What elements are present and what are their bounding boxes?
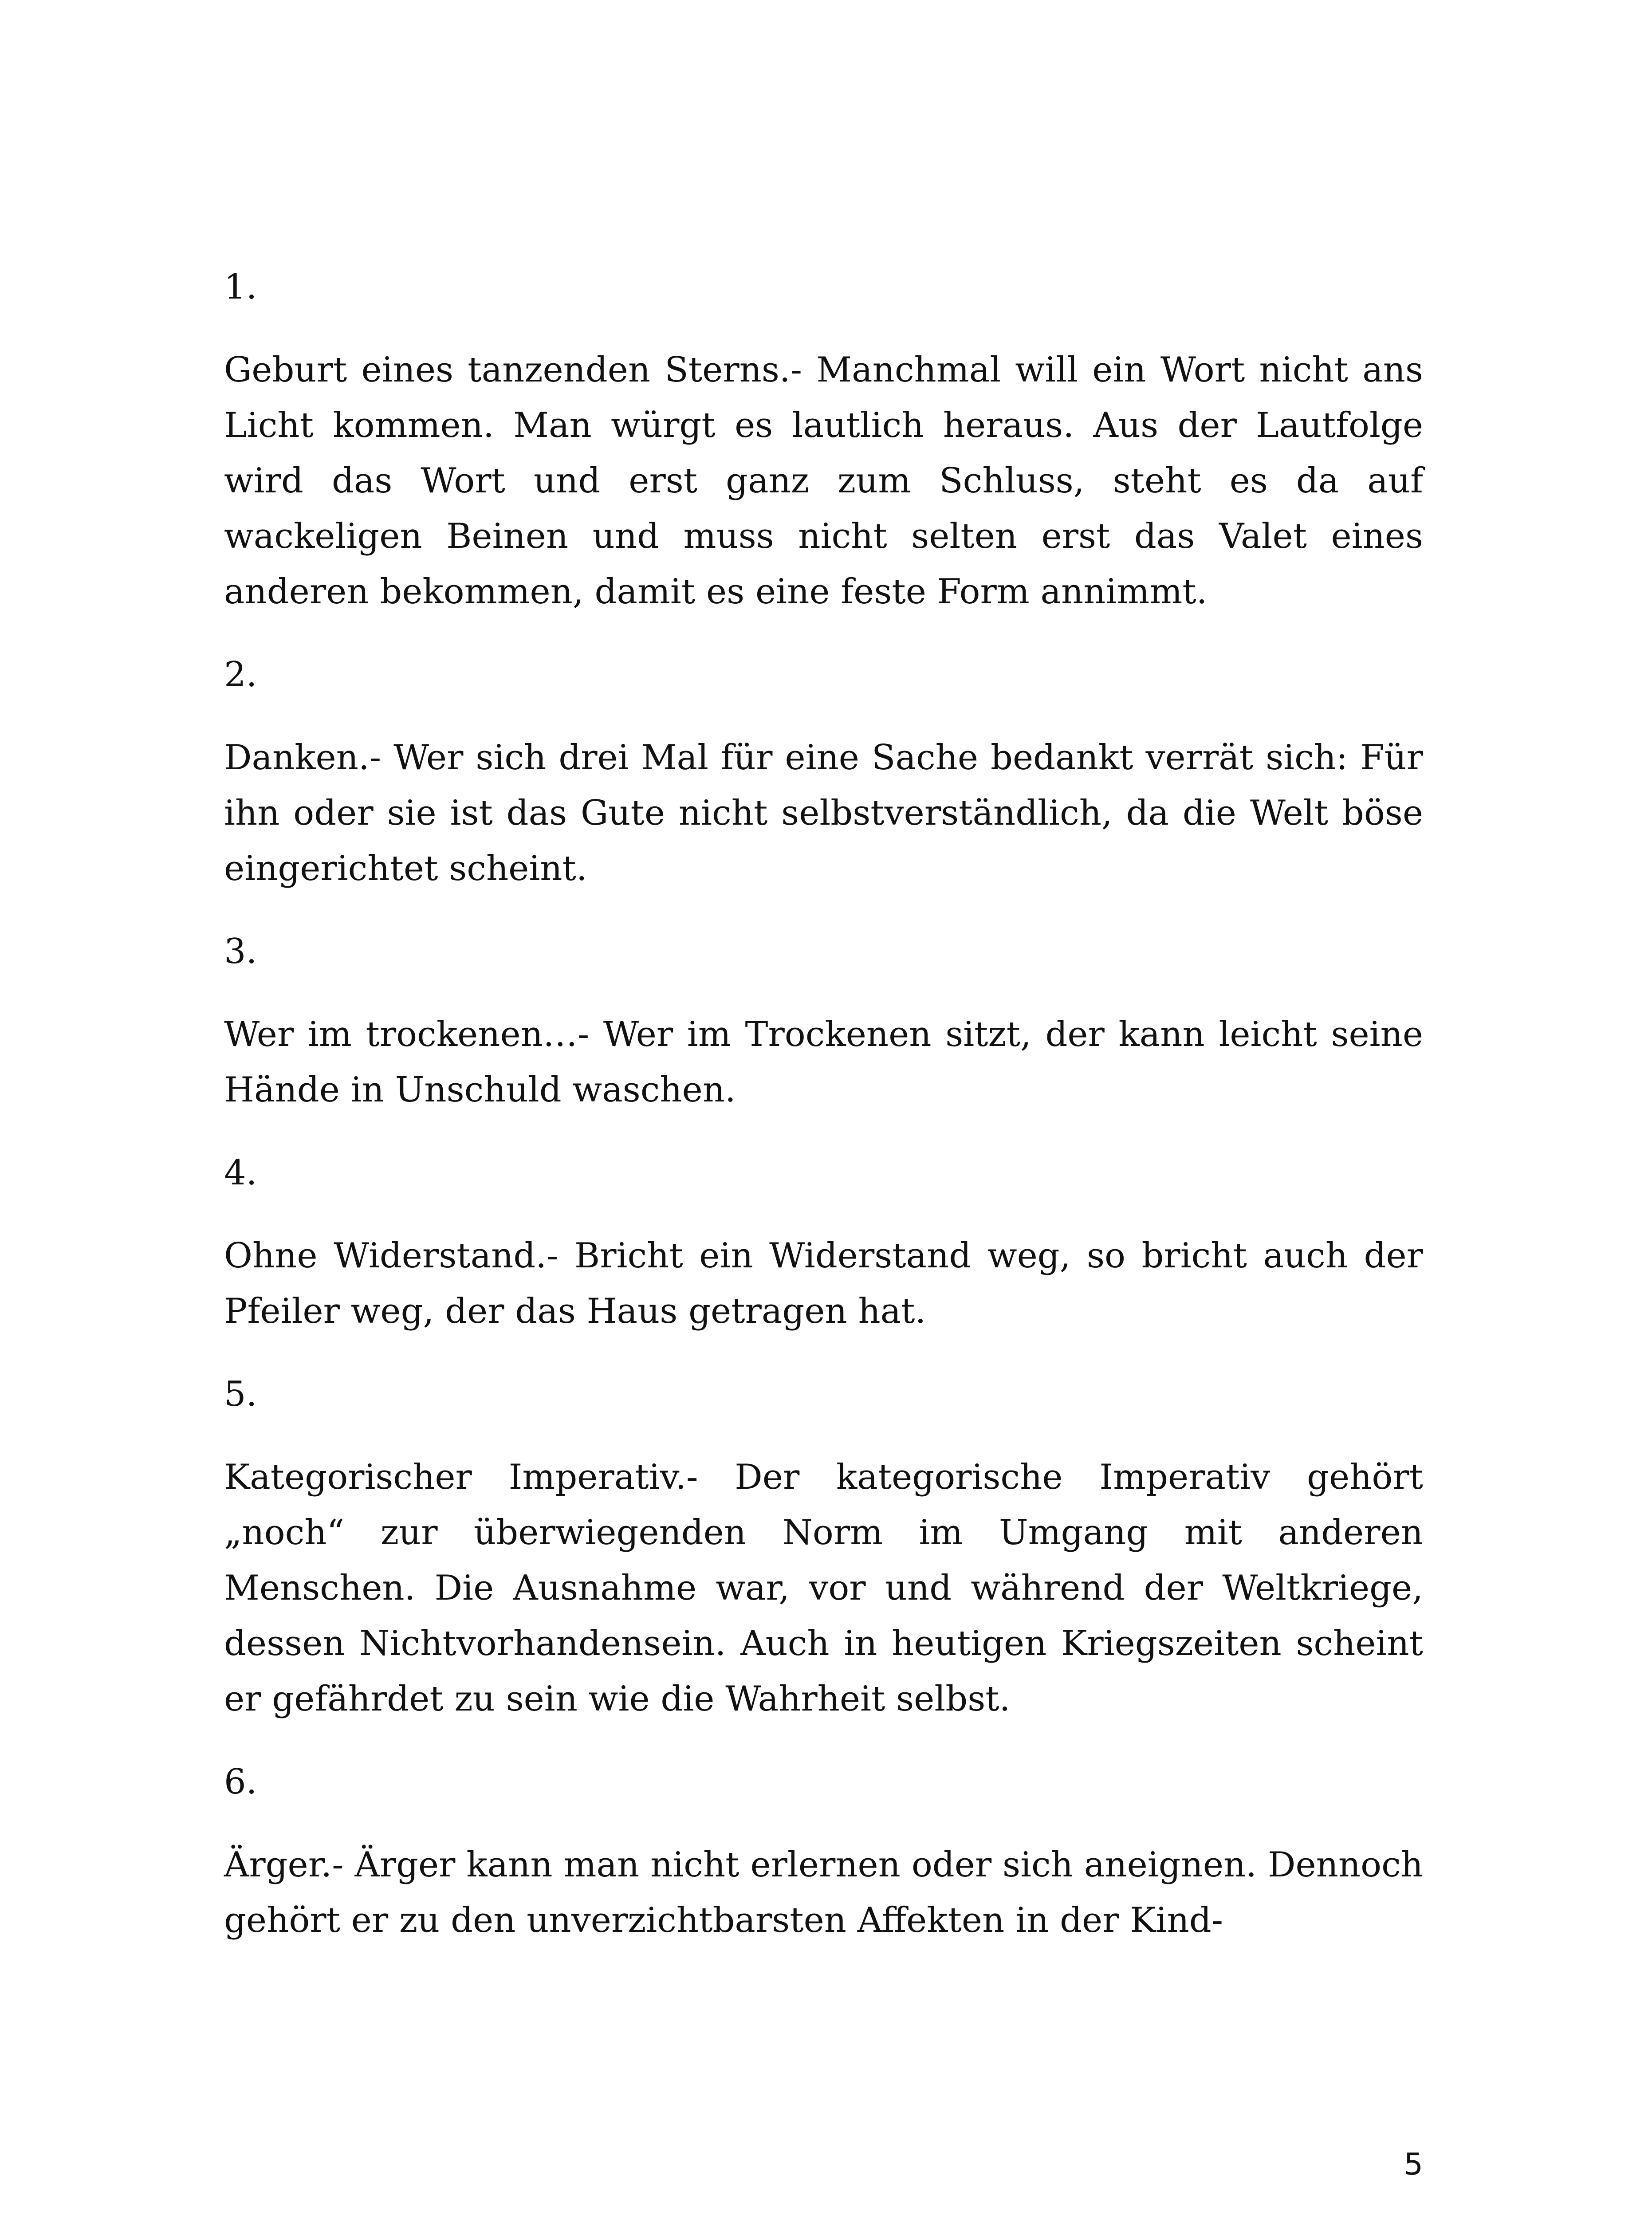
entry-number-4: 4. <box>224 1153 257 1193</box>
entry-number-5: 5. <box>224 1374 257 1414</box>
entry-number-2: 2. <box>224 655 257 695</box>
page-number: 5 <box>1404 2147 1423 2182</box>
entry-text-1: Geburt eines tanzenden Sterns.- Manchmal will ein Wort nicht ans Licht kommen. Man würgt es lautlich heraus. Aus der Lautfolge wird das Wort und erst ganz zum Schluss, steht es da auf wackeligen Beinen und muss nicht selten erst das Valet eines anderen bekommen, damit es eine feste Form annimmt. <box>224 350 1423 612</box>
entry-text-5: Kategorischer Imperativ.- Der kategorische Imperativ gehört „noch“ zur überwiegenden Norm im Umgang mit anderen Menschen. Die Ausnahme war, vor und während der Weltkriege, dessen Nichtvorhandensein. Auch in heutigen Kriegszeiten scheint er gefährdet zu sein wie die Wahrheit selbst. <box>224 1457 1423 1719</box>
entry-number-6: 6. <box>224 1762 257 1802</box>
entry-number-3: 3. <box>224 932 257 971</box>
page-content <box>224 260 1423 1976</box>
entry-number-1: 1. <box>224 267 257 307</box>
entry-text-4: Ohne Widerstand.- Bricht ein Widerstand weg, so bricht auch der Pfeiler weg, der das Haus getragen hat. <box>224 1236 1423 1331</box>
entry-text-2: Danken.- Wer sich drei Mal für eine Sache bedankt verrät sich: Für ihn oder sie ist das Gute nicht selbstverständlich, da die Welt böse eingerichtet scheint. <box>224 738 1423 889</box>
entry-text-3: Wer im trockenen…- Wer im Trockenen sitzt, der kann leicht seine Hände in Unschuld waschen. <box>224 1015 1423 1110</box>
entry-text-6: Ärger.- Ärger kann man nicht erlernen oder sich aneignen. Dennoch gehört er zu den unverzichtbarsten Affekten in der Kind- <box>224 1845 1423 1940</box>
